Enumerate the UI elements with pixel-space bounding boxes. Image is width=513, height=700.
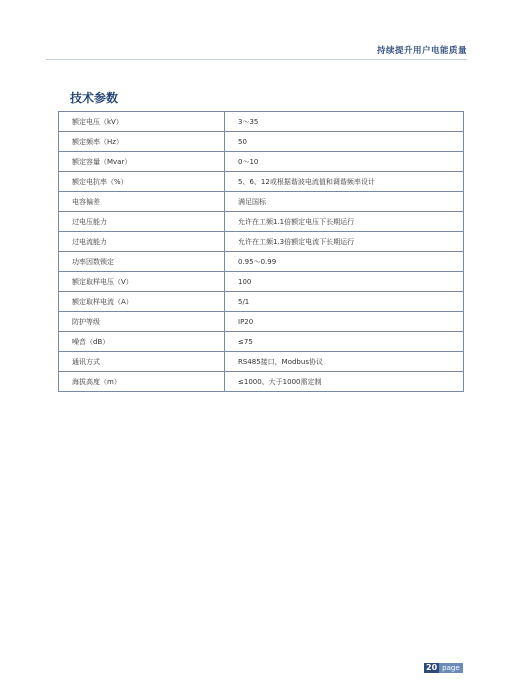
spec-label: 噪音（dB）	[59, 332, 225, 352]
table-row	[59, 152, 464, 172]
table-row	[59, 352, 464, 372]
page-word: page	[439, 663, 462, 673]
spec-value: 5、6、12或根据谐波电流值和调谐频率设计	[225, 172, 464, 192]
section-title: 技术参数	[70, 91, 119, 105]
table-row	[59, 232, 464, 252]
spec-value: IP20	[225, 312, 464, 332]
spec-value: 允许在工频1.1倍额定电压下长期运行	[225, 212, 464, 232]
page-number-tag	[424, 663, 463, 673]
spec-value: 50	[225, 132, 464, 152]
spec-value: 3～35	[225, 112, 464, 132]
table-row	[59, 112, 464, 132]
table-row	[59, 292, 464, 312]
header-divider	[46, 59, 467, 60]
table-row	[59, 172, 464, 192]
spec-table	[58, 111, 464, 392]
spec-label: 功率因数锁定	[59, 252, 225, 272]
spec-label: 电容偏差	[59, 192, 225, 212]
table-row	[59, 332, 464, 352]
spec-value: ≤75	[225, 332, 464, 352]
spec-label: 额定频率（Hz）	[59, 132, 225, 152]
table-row	[59, 312, 464, 332]
header-title: 持续提升用户电能质量	[376, 46, 467, 56]
page-number: 20	[426, 663, 438, 672]
spec-value: 5/1	[225, 292, 464, 312]
spec-value: RS485接口，Modbus协议	[225, 352, 464, 372]
spec-value: 允许在工频1.3倍额定电流下长期运行	[225, 232, 464, 252]
spec-label: 防护等级	[59, 312, 225, 332]
spec-value: 0～10	[225, 152, 464, 172]
table-row	[59, 372, 464, 392]
spec-label: 海拔高度（m）	[59, 372, 225, 392]
table-row	[59, 252, 464, 272]
spec-value: 满足国标	[225, 192, 464, 212]
table-row	[59, 192, 464, 212]
spec-value: 100	[225, 272, 464, 292]
spec-label: 过电流能力	[59, 232, 225, 252]
spec-label: 额定容量（Mvar）	[59, 152, 225, 172]
spec-label: 额定取样电流（A）	[59, 292, 225, 312]
spec-value: ≤1000、大于1000需定制	[225, 372, 464, 392]
table-row	[59, 272, 464, 292]
spec-label: 额定电抗率（%）	[59, 172, 225, 192]
spec-label: 过电压能力	[59, 212, 225, 232]
spec-label: 额定取样电压（V）	[59, 272, 225, 292]
table-row	[59, 132, 464, 152]
table-row	[59, 212, 464, 232]
spec-value: 0.95～0.99	[225, 252, 464, 272]
spec-label: 额定电压（kV）	[59, 112, 225, 132]
spec-label: 通讯方式	[59, 352, 225, 372]
